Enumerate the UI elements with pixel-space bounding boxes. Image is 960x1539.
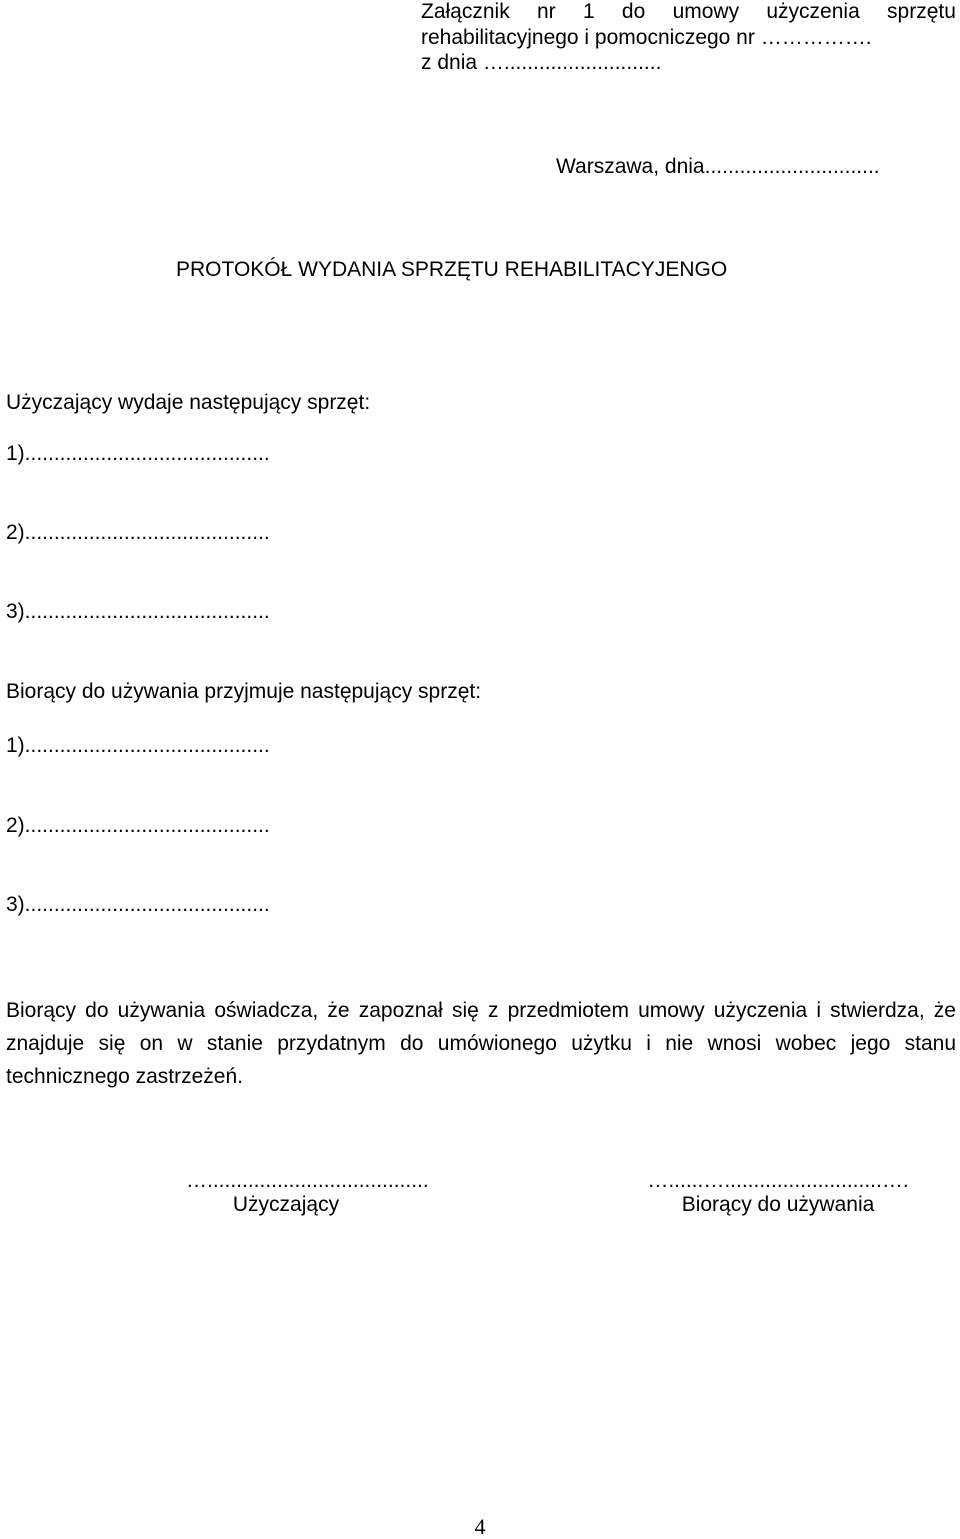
annex-line-1	[421, 1, 956, 22]
borrower-item-1: 1)..........................................	[6, 734, 270, 757]
lender-item-3: 3)..........................................	[6, 600, 270, 623]
signature-line-lender: …......................................	[186, 1169, 429, 1192]
annex-word: umowy	[672, 0, 740, 23]
signature-label-lender: Użyczający	[232, 1193, 340, 1216]
annex-line-2: rehabilitacyjnego i pomocniczego nr …………….	[421, 26, 872, 49]
lender-item-2: 2)..........................................	[6, 521, 270, 544]
annex-word: Załącznik	[421, 0, 510, 23]
annex-word: do	[621, 0, 646, 23]
signature-line-borrower: …......…...........................….	[647, 1169, 909, 1192]
signature-label-borrower: Biorący do używania	[681, 1193, 875, 1216]
borrower-item-2: 2)..........................................	[6, 814, 270, 837]
annex-word: sprzętu	[887, 0, 956, 23]
lender-item-1: 1)..........................................	[6, 442, 270, 465]
declaration-paragraph: Biorący do używania oświadcza, że zapoznał się z przedmiotem umowy użyczenia i stwierdza, że znajduje się on w stanie przydatnym do umówionego użytku i nie wnosi wobec jego stanu technicznego zastrzeżeń.	[6, 999, 956, 1088]
place-and-date: Warszawa, dnia..............................	[556, 155, 880, 178]
annex-line-3: z dnia …...........................	[421, 51, 662, 74]
annex-word: nr	[536, 0, 556, 23]
borrower-item-3: 3)..........................................	[6, 893, 270, 916]
page-number: 4	[474, 1514, 486, 1539]
annex-word: użyczenia	[766, 0, 860, 23]
borrower-intro: Biorący do używania przyjmuje następujący sprzęt:	[6, 680, 482, 703]
lender-intro: Użyczający wydaje następujący sprzęt:	[6, 391, 371, 414]
annex-word: 1	[582, 0, 595, 23]
document-title: PROTOKÓŁ WYDANIA SPRZĘTU REHABILITACYJENGO	[176, 258, 728, 281]
